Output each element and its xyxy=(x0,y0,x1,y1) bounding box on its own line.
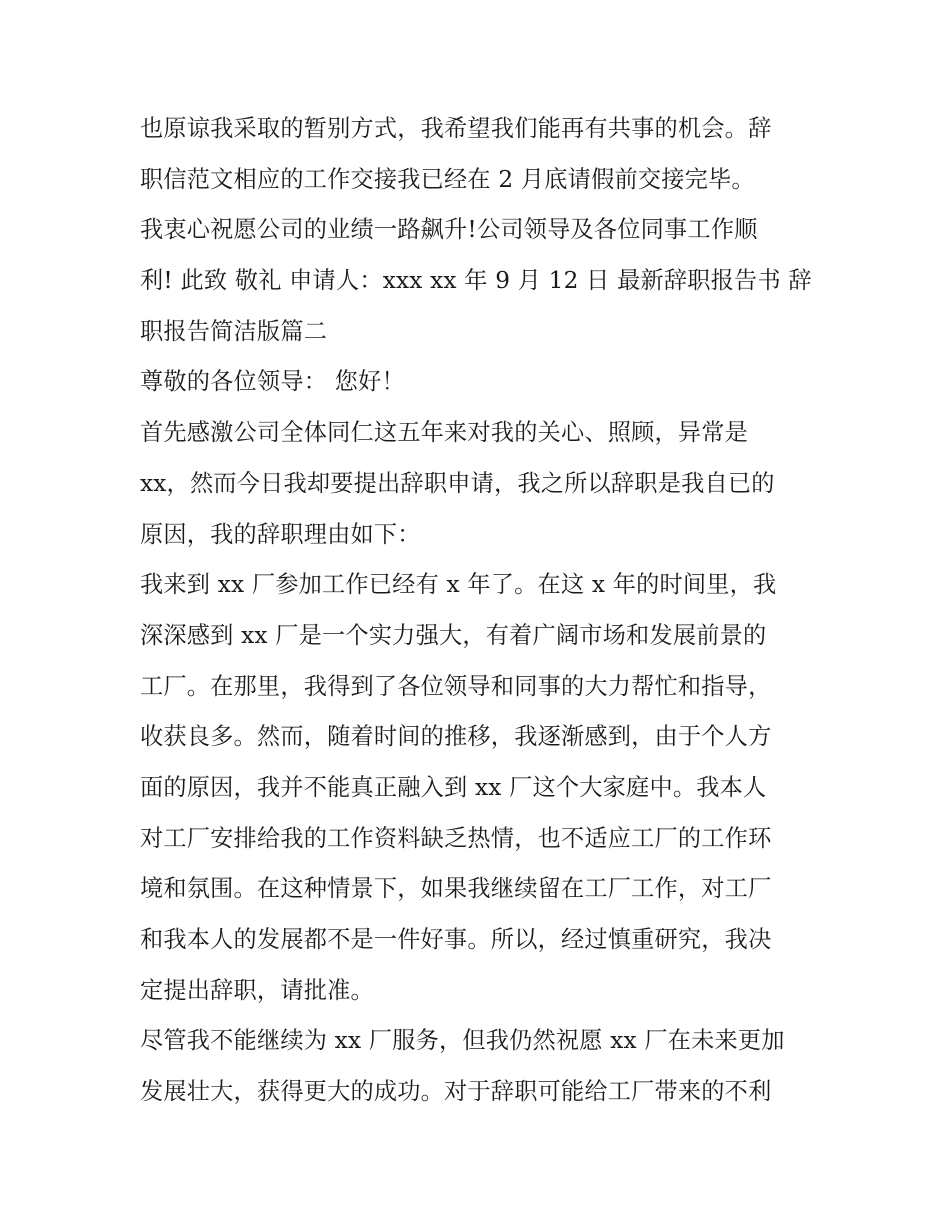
text-line: 我来到 xx 厂参加工作已经有 x 年了。在这 x 年的时间里，我 xyxy=(140,571,777,599)
text-line: 职信范文相应的工作交接我已经在 2 月底请假前交接完毕。 xyxy=(140,165,755,193)
text-line: 定提出辞职，请批准。 xyxy=(140,976,374,1004)
text-line: 深深感到 xx 厂是一个实力强大，有着广阔市场和发展前景的 xyxy=(140,621,767,649)
text-line: 收获良多。然而，随着时间的推移，我逐渐感到，由于个人方 xyxy=(140,723,772,751)
text-line: 也原谅我采取的暂别方式，我希望我们能再有共事的机会。辞 xyxy=(140,115,772,142)
text-line: 工厂。在那里，我得到了各位领导和同事的大力帮忙和指导， xyxy=(140,672,772,700)
text-line: 职报告简洁版篇二 xyxy=(140,317,328,345)
text-line: 尽管我不能继续为 xx 厂服务，但我仍然祝愿 xx 厂在未来更加 xyxy=(140,1027,785,1055)
text-line: 我衷心祝愿公司的业绩一路飙升!公司领导及各位同事工作顺 xyxy=(140,216,758,244)
body-text xyxy=(140,104,820,1118)
text-line: 利! 此致 敬礼 申请人：xxx xx 年 9 月 12 日 最新辞职报告书 辞 xyxy=(140,267,812,295)
text-line: xx，然而今日我却要提出辞职申请，我之所以辞职是我自已的 xyxy=(140,469,775,497)
text-line: 境和氛围。在这种情景下，如果我继续留在工厂工作，对工厂 xyxy=(140,875,772,903)
salutation-line: 尊敬的各位领导： 您好！ xyxy=(140,368,405,396)
text-line: 发展壮大，获得更大的成功。对于辞职可能给工厂带来的不利 xyxy=(140,1078,772,1106)
text-line: 和我本人的发展都不是一件好事。所以，经过慎重研究，我决 xyxy=(140,926,772,953)
text-line: 对工厂安排给我的工作资料缺乏热情，也不适应工厂的工作环 xyxy=(140,824,772,852)
text-line: 面的原因，我并不能真正融入到 xx 厂这个大家庭中。我本人 xyxy=(140,773,767,801)
text-line: 原因，我的辞职理由如下： xyxy=(140,520,421,548)
text-line: 首先感激公司全体同仁这五年来对我的关心、照顾，异常是 xyxy=(140,419,749,447)
